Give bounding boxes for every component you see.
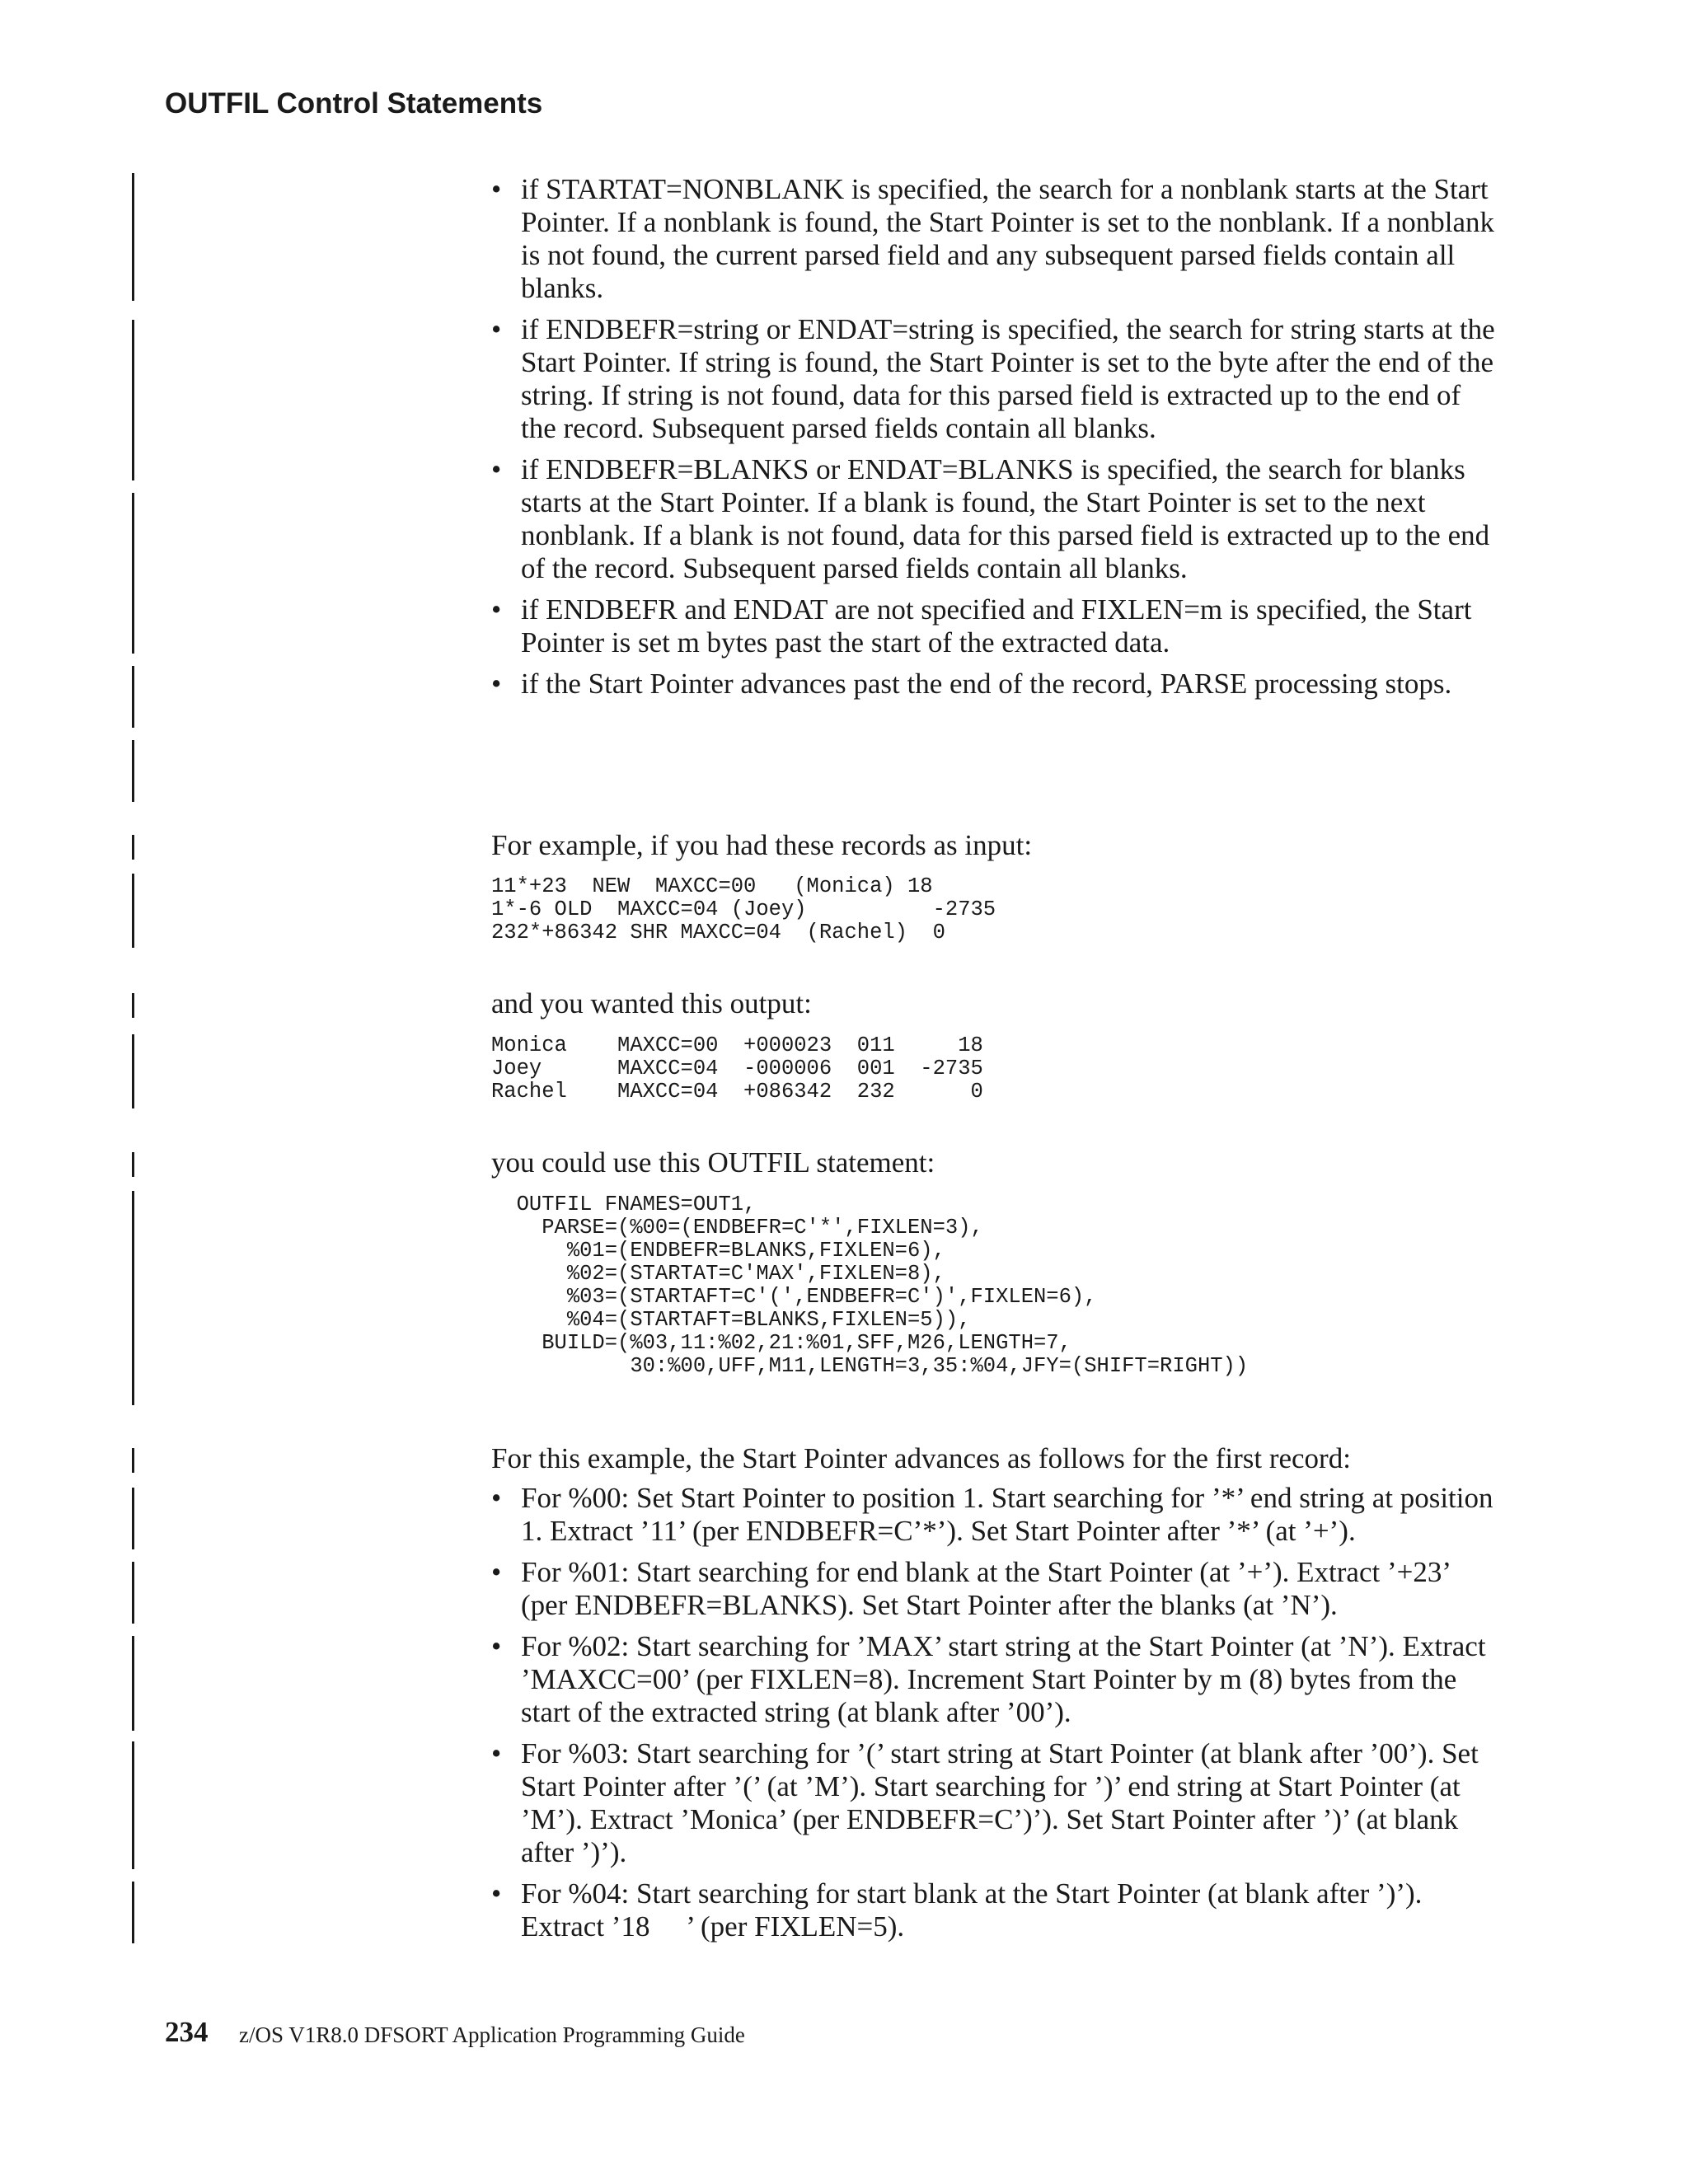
- revision-bar: [132, 835, 134, 860]
- revision-bar: [132, 320, 134, 480]
- list-item-text: if ENDBEFR=BLANKS or ENDAT=BLANKS is specified, the search for blanks starts at the Start Pointer. If a blank is found, the Start Pointer is set to the next nonblank. If a blank is not found, data for this parsed field is extracted up to the end of the record. Subsequent parsed fields contain all blanks.: [521, 453, 1490, 584]
- revision-bar: [132, 1741, 134, 1869]
- revision-bar: [132, 493, 134, 654]
- revision-bar: [132, 1882, 134, 1943]
- list-item-text: For %01: Start searching for end blank at the Start Pointer (at ’+’). Extract ’+23’ (per ENDBEFR=BLANKS). Set Start Pointer after the blanks (at ’N’).: [521, 1556, 1450, 1621]
- bullet-icon: •: [491, 1630, 502, 1662]
- revision-bar: [132, 1562, 134, 1624]
- revision-bar: [132, 874, 134, 948]
- revision-bar: [132, 1152, 134, 1177]
- list-item: [491, 1877, 1497, 1943]
- list-item-text: For %04: Start searching for start blank at the Start Pointer (at blank after ’)’). Extract ’18 ’ (per FIXLEN=5).: [521, 1877, 1430, 1943]
- list-item: [491, 313, 1497, 445]
- revision-bar: [132, 740, 134, 802]
- bullet-icon: •: [491, 1556, 502, 1588]
- revision-bar: [132, 1034, 134, 1108]
- list-item-text: For %03: Start searching for ’(’ start string at Start Pointer (at blank after ’00’). Set Start Pointer after ’(’ (at ’M’). Start searching for ’)’ end string at Start Pointer (at ’M’). Extract ’Monica’ (per ENDBEFR=C’)’). Set Start Pointer after ’)’ (at blank after ’)’).: [521, 1737, 1479, 1868]
- revision-bar: [132, 666, 134, 728]
- revision-bar: [132, 993, 134, 1018]
- pointer-steps-list: [491, 1482, 1497, 1943]
- page-number: 234: [165, 2016, 209, 2048]
- parse-rules-list: [491, 173, 1497, 701]
- bullet-icon: •: [491, 453, 502, 485]
- list-item-text: if ENDBEFR=string or ENDAT=string is specified, the search for string starts at the Start Pointer. If string is found, the Start Pointer is set to the byte after the end of the string. If string is not found, data for this parsed field is extracted up to the end of the record. Subsequent parsed fields contain all blanks.: [521, 313, 1495, 444]
- bullet-icon: •: [491, 668, 502, 700]
- pointer-intro: For this example, the Start Pointer advances as follows for the first record:: [491, 1442, 1351, 1474]
- list-item-text: if the Start Pointer advances past the end of the record, PARSE processing stops.: [521, 668, 1452, 700]
- input-records: 11*+23 NEW MAXCC=00 (Monica) 18 1*-6 OLD MAXCC=04 (Joey) -2735 232*+86342 SHR MAXCC=04 (Rachel) 0: [491, 874, 996, 944]
- list-item: [491, 453, 1497, 585]
- revision-bar: [132, 1488, 134, 1549]
- list-item: [491, 668, 1497, 701]
- revision-bar: [132, 173, 134, 301]
- bullet-icon: •: [491, 173, 502, 205]
- bullet-icon: •: [491, 313, 502, 345]
- list-item: [491, 1556, 1497, 1622]
- list-item-text: For %02: Start searching for ’MAX’ start string at the Start Pointer (at ’N’). Extract ’MAXCC=00’ (per FIXLEN=8). Increment Start Pointer by m (8) bytes from the start of the extracted string (at blank after ’00’).: [521, 1630, 1486, 1728]
- list-item: [491, 1482, 1497, 1548]
- statement-intro: you could use this OUTFIL statement:: [491, 1146, 935, 1179]
- page-header-title: OUTFIL Control Statements: [165, 87, 543, 120]
- outfil-statement: OUTFIL FNAMES=OUT1, PARSE=(%00=(ENDBEFR=C'*',FIXLEN=3), %01=(ENDBEFR=BLANKS,FIXLEN=6), %02=(STARTAT=C'MAX',FIXLEN=8), %03=(STARTAFT=C'(',ENDBEFR=C')',FIXLEN=6), %04=(STARTAFT=BLANKS,FIXLEN=5)), BUILD=(%03,11:%02,21:%01,SFF,M26,LENGTH=7, 30:%00,UFF,M11,LENGTH=3,35:%04,JFY=(SHIFT=RIGHT)): [516, 1193, 1249, 1378]
- bullet-icon: •: [491, 1737, 502, 1769]
- list-item: [491, 1630, 1497, 1729]
- list-item: [491, 1737, 1497, 1869]
- revision-bar: [132, 1448, 134, 1473]
- revision-bar: [132, 1636, 134, 1731]
- output-intro: and you wanted this output:: [491, 987, 812, 1019]
- bullet-icon: •: [491, 1877, 502, 1910]
- revision-bar: [132, 1191, 134, 1405]
- example-intro: For example, if you had these records as input:: [491, 829, 1033, 861]
- list-item: [491, 173, 1497, 305]
- list-item-text: if ENDBEFR and ENDAT are not specified and FIXLEN=m is specified, the Start Pointer is set m bytes past the start of the extracted data.: [521, 593, 1472, 658]
- output-records: Monica MAXCC=00 +000023 011 18 Joey MAXCC=04 -000006 001 -2735 Rachel MAXCC=04 +086342 232 0: [491, 1033, 983, 1104]
- list-item-text: if STARTAT=NONBLANK is specified, the search for a nonblank starts at the Start Pointer. If a nonblank is found, the Start Pointer is set to the nonblank. If a nonblank is not found, the current parsed field and any subsequent parsed fields contain all blanks.: [521, 173, 1495, 304]
- bullet-icon: •: [491, 593, 502, 626]
- list-item: [491, 593, 1497, 659]
- book-title: z/OS V1R8.0 DFSORT Application Programming Guide: [239, 2022, 745, 2047]
- bullet-icon: •: [491, 1482, 502, 1514]
- list-item-text: For %00: Set Start Pointer to position 1. Start searching for ’*’ end string at position 1. Extract ’11’ (per ENDBEFR=C’*’). Set Start Pointer after ’*’ (at ’+’).: [521, 1482, 1493, 1547]
